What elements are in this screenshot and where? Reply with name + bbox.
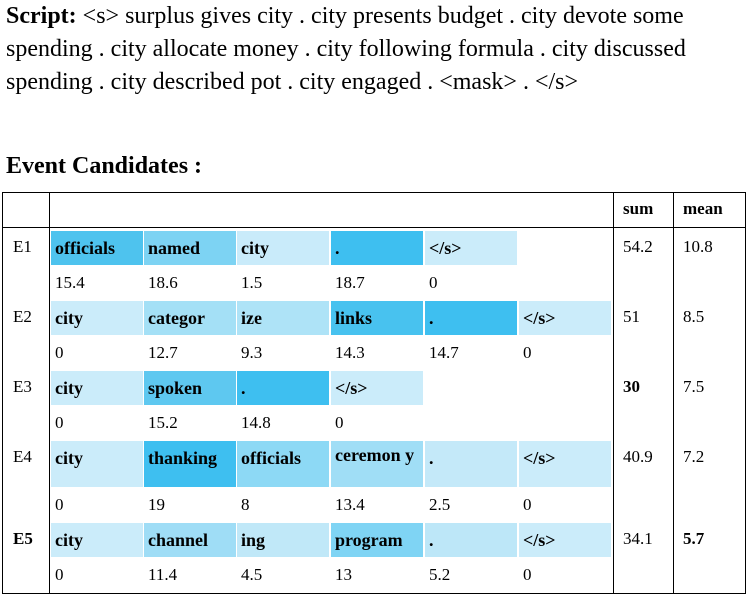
token-cell: city: [237, 231, 329, 265]
token-cell: .: [425, 441, 517, 487]
token-cell: .: [237, 371, 329, 405]
token-score: 2.5: [429, 495, 451, 514]
token-cell: thanking: [144, 441, 236, 487]
token-score: 12.7: [148, 343, 178, 362]
token-score: 14.8: [241, 413, 271, 432]
script-body: <s> surplus gives city . city presents budget . city devote some spending . city allocate money . city following formula . city discussed spending . city described pot . city engaged . <mask> . </s>: [6, 3, 686, 95]
token-cell: officials: [51, 231, 143, 265]
token-score: 1.5: [241, 273, 263, 292]
token-score: 0: [55, 413, 64, 432]
mean-value: 7.5: [683, 377, 705, 396]
sum-value: 54.2: [623, 237, 653, 256]
token-cell: </s>: [425, 231, 517, 265]
token-score: 14.7: [429, 343, 459, 362]
token-score: 8: [241, 495, 250, 514]
token-cell: </s>: [331, 371, 423, 405]
token-score: 0: [335, 413, 344, 432]
token-score: 4.5: [241, 565, 263, 584]
sum-value: 34.1: [623, 529, 653, 548]
script-label: Script:: [6, 3, 77, 29]
sum-value: 30: [623, 377, 640, 396]
token-cell: </s>: [519, 301, 611, 335]
event-label: E3: [13, 377, 32, 396]
token-score: 19: [148, 495, 165, 514]
token-cell: city: [51, 441, 143, 487]
token-cell: named: [144, 231, 236, 265]
token-cell: .: [425, 301, 517, 335]
token-cell: categor: [144, 301, 236, 335]
token-score: 0: [55, 565, 64, 584]
event-label: E1: [13, 237, 32, 256]
token-score: 0: [523, 343, 532, 362]
token-score: 15.2: [148, 413, 178, 432]
token-score: 5.2: [429, 565, 451, 584]
mean-column-header: mean: [683, 199, 723, 218]
token-score: 13: [335, 565, 352, 584]
token-score: 18.6: [148, 273, 178, 292]
mean-value: 7.2: [683, 447, 705, 466]
sum-value: 40.9: [623, 447, 653, 466]
token-score: 15.4: [55, 273, 85, 292]
token-cell: </s>: [519, 441, 611, 487]
sum-value: 51: [623, 307, 640, 326]
token-score: 0: [55, 343, 64, 362]
token-cell: city: [51, 523, 143, 557]
mean-value: 10.8: [683, 237, 713, 256]
event-candidates-heading: Event Candidates :: [6, 153, 203, 179]
token-score: 0: [523, 495, 532, 514]
script-text: [6, 0, 742, 99]
event-candidates-table: [2, 192, 746, 594]
token-cell: .: [425, 523, 517, 557]
token-score: 0: [55, 495, 64, 514]
table-divider: [613, 193, 614, 593]
mean-value: 5.7: [683, 529, 705, 548]
table-divider: [673, 193, 674, 593]
token-cell: ing: [237, 523, 329, 557]
token-cell: channel: [144, 523, 236, 557]
token-cell: </s>: [519, 523, 611, 557]
token-cell: officials: [237, 441, 329, 487]
table-header-divider: [3, 227, 745, 228]
token-cell: links: [331, 301, 423, 335]
event-label: E5: [13, 529, 33, 548]
token-score: 18.7: [335, 273, 365, 292]
token-cell: ceremon y: [331, 441, 423, 487]
token-cell: city: [51, 371, 143, 405]
token-score: 0: [429, 273, 438, 292]
token-cell: city: [51, 301, 143, 335]
token-score: 13.4: [335, 495, 365, 514]
token-cell: spoken: [144, 371, 236, 405]
table-divider: [49, 193, 50, 593]
event-label: E4: [13, 447, 32, 466]
sum-column-header: sum: [623, 199, 654, 218]
token-cell: .: [331, 231, 423, 265]
mean-value: 8.5: [683, 307, 705, 326]
token-score: 0: [523, 565, 532, 584]
token-cell: ize: [237, 301, 329, 335]
event-label: E2: [13, 307, 32, 326]
token-score: 9.3: [241, 343, 263, 362]
token-score: 11.4: [148, 565, 178, 584]
token-score: 14.3: [335, 343, 365, 362]
token-cell: program: [331, 523, 423, 557]
